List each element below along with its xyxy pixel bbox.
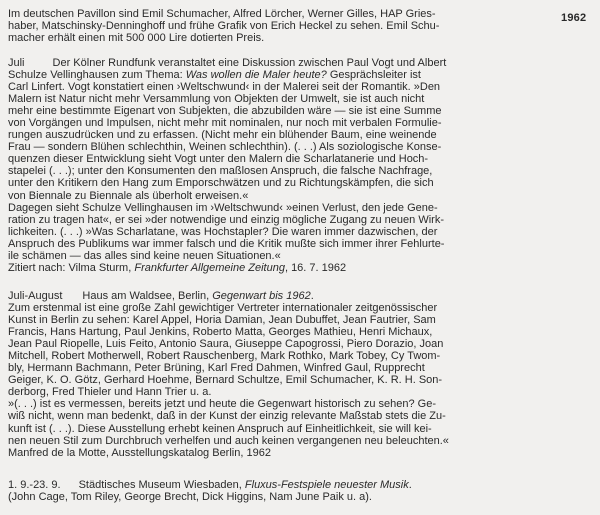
text-line: von Biennale zu Biennale als überholt erweisen.« <box>8 189 249 202</box>
text-line: derborg, Fred Thieler und Hann Trier u. a. <box>8 386 212 399</box>
text-span: . <box>408 479 412 491</box>
entry-juli-discussion <box>8 57 548 274</box>
text-line: Manfred de la Motte, Ausstellungskatalog Berlin, 1962 <box>8 446 271 459</box>
entry-first-line <box>8 479 548 491</box>
text-line: Geiger, K. O. Götz, Gerhard Hoehme, Bernard Schultze, Emil Schumacher, K. R. H. Son- <box>8 374 443 387</box>
text-line: ration zu tragen hat«, er sei »der notwendige und einzig mögliche Zugang zu neuen Wirk- <box>8 213 444 226</box>
text-line: Mitchell, Robert Motherwell, Robert Rauschenberg, Mark Rothko, Mark Tobey, Cy Twom- <box>8 350 441 363</box>
text-line: Der Kölner Rundfunk veranstaltet eine Diskussion zwischen Paul Vogt und Albert <box>52 57 447 69</box>
text-line: Francis, Hans Hartung, Paul Jenkins, Roberto Matta, Georges Mathieu, Henri Michaux, <box>8 326 433 339</box>
entry-first-line <box>8 57 548 69</box>
text-line: Carl Linfert. Vogt konstatiert einen ›Weltschwund‹ in der Malerei seit der Romantik. »Den <box>8 81 441 94</box>
text-line: Kunst in Berlin zu sehen: Karel Appel, Horia Damian, Jean Dubuffet, Jean Fautrier, Sam <box>8 314 436 327</box>
text-line: Jean Paul Riopelle, Luis Feito, Antonio Saura, Giuseppe Capogrossi, Piero Dorazio, Joan <box>8 338 444 351</box>
text-span: Städtisches Museum Wiesbaden, <box>78 479 245 491</box>
entry-date: 1. 9.-23. 9. <box>8 479 61 491</box>
entry-first-line <box>8 290 548 302</box>
text-line: macher erhält einen mit 500 000 Lire dotierten Preis. <box>8 32 265 45</box>
text-line: »(. . .) ist es vermessen, bereits jetzt und heute die Gegenwart historisch zu sehen? Ge- <box>8 398 436 411</box>
citation-line <box>8 262 548 274</box>
text-line: Zum erstenmal ist eine große Zahl gewichtiger Vertreter internationaler zeitgenössischer <box>8 302 438 315</box>
text-line: bly, Hermann Bachmann, Peter Brüning, Karl Fred Dahmen, Winfred Gaul, Rupprecht <box>8 362 425 375</box>
text-line: Im deutschen Pavillon sind Emil Schumacher, Alfred Lörcher, Werner Gilles, HAP Gries- <box>8 8 436 20</box>
text-line: kunft ist (. . .). Diese Ausstellung erhebt keinen Anspruch auf Einheitlichkeit, sie will kei- <box>8 422 432 435</box>
entry-date: Juli <box>8 57 25 69</box>
entry-venice-pavilion <box>8 8 548 44</box>
text-span: Schulze Vellinghausen zum Thema: <box>8 69 186 82</box>
entry-haus-am-waldsee <box>8 290 548 459</box>
text-line: Dagegen sieht Schulze Vellinghausen im ›Weltschwund‹ »einen Verlust, den jede Gene- <box>8 201 438 214</box>
text-line: Malern ist Natur nicht mehr Versammlung von Objekten der Umwelt, sie ist auch nicht <box>8 93 425 106</box>
exhibition-title: Gegenwart bis 1962 <box>212 290 311 302</box>
text-line: unter den Kritikern den Hang zum Emporschwätzen und zu Richtungskämpfen, die sich <box>8 177 434 190</box>
text-line: (John Cage, Tom Riley, George Brecht, Dick Higgins, Nam June Paik u. a). <box>8 491 372 504</box>
discussion-title: Was wollen die Maler heute? <box>185 69 327 82</box>
text-line: wiß nicht, wenn man bedenkt, daß in der Kunst der einzig relevante Maßstab stets die Zu- <box>8 410 446 423</box>
text-line: lichkeiten. (. . .) »Was Scharlatane, was Hochstapler? Die waren immer dazwischen, der <box>8 225 438 238</box>
text-line: Anspruch des Publikums war immer falsch und die Kritik mußte sich immer ihrer Fehlurte- <box>8 237 445 250</box>
text-line: rungen auszudrücken und zu erfassen. (Nicht mehr ein blühender Baum, eine weinende <box>8 129 437 142</box>
text-line: ile schämen — das alles sind keine neuen Situationen.« <box>8 249 281 262</box>
text-line: mehr eine bestimmte Eigenart von Subjekten, die abzubilden wäre — sie ist eine Summe <box>8 105 442 118</box>
entry-fluxus-wiesbaden <box>8 479 548 503</box>
festival-title: Fluxus-Festspiele neuester Musik <box>244 479 409 491</box>
text-span: , 16. 7. 1962 <box>284 261 347 274</box>
page-year: 1962 <box>561 12 587 24</box>
text-line: haber, Matschinsky-Denninghoff und frühe Grafik von Erich Heckel zu sehen. Emil Schu- <box>8 20 440 33</box>
text-span: . <box>310 290 314 302</box>
entry-second-line <box>8 69 548 81</box>
text-line: nen neuen Stil zum Durchbruch verhelfen und auch keinen vergangenen neu beleuchten.« <box>8 434 449 447</box>
text-line: stapelei (. . .); unter den Konsumenten den maßlosen Anspruch, die falsche Nachfrage, <box>8 165 433 178</box>
text-line: von Vorgängen und Impulsen, nicht mehr mit nominalen, nur noch mit verbalen Formulie- <box>8 117 442 130</box>
citation-title: Frankfurter Allgemeine Zeitung <box>134 261 285 274</box>
text-span: Zitiert nach: Vilma Sturm, <box>8 261 135 274</box>
text-span: Gesprächsleiter ist <box>326 69 421 82</box>
text-line: quenzen dieser Entwicklung sieht Vogt unter den Malern die Scharlatanerie und Hoch- <box>8 153 429 166</box>
text-line: Frau — sondern Blühen schlechthin, Weinen schlechthin). (. . .) Als soziologische Konse- <box>8 141 442 154</box>
text-span: Haus am Waldsee, Berlin, <box>82 290 213 302</box>
entry-date: Juli-August <box>8 290 63 302</box>
